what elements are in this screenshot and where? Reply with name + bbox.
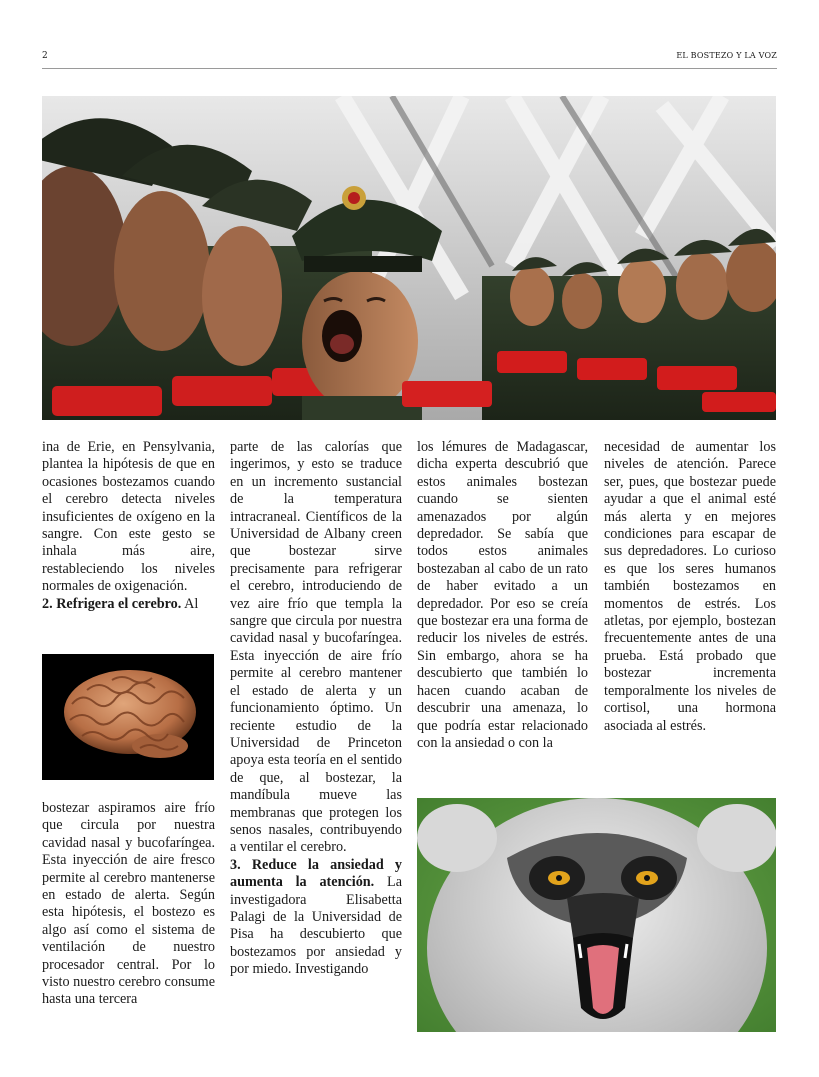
column-2-paragraph: parte de las calorías que ingerimos, y esto se traduce en un incremento sustancial de la temperatura intracraneal. Científicos de la Universidad de Albany creen que bostezar sirve precisamente para refrigerar el cerebro, introduciendo de vez aire frío que templa la sangre que circula por nuestra cavidad nasal y bucofaríngea. Esta inyección de aire frío permite al cerebro mantener el estado de alerta y un funcionamiento óptimo. Un reciente estudio de la Universidad de Princeton apoya esta teoría en el sentido de que, al bostezar, la mandíbula mueve las membranas que protegen los senos nasales, contribuyendo a ventilar el cerebro. [230, 439, 402, 856]
brain-photo [42, 654, 214, 780]
section-3-heading: 3. Reduce la ansiedad y aumenta la atención. [230, 856, 402, 891]
column-3 [417, 439, 588, 752]
section-3-text: La investigadora Elisabetta Palagi de la Universidad de Pisa ha descubierto que bostezamos por ansiedad y por miedo. Investigando [230, 874, 402, 978]
section-3-paragraph [230, 857, 402, 979]
section-2-paragraph [42, 596, 215, 613]
section-2-heading-tail: Al [181, 595, 199, 612]
column-4-paragraph: necesidad de aumentar los niveles de atención. Parece ser, pues, que bostezar puede ayudar a que el animal esté más alerta y en mejores condiciones para escapar de sus depredadores. Lo curioso es que los seres humanos también bostezamos en momentos de estrés. Los atletas, por ejemplo, bostezan frecuentemente antes de una prueba. Está probado que bostezar incrementa temporalmente los niveles de cortisol, una hormona asociada al estrés. [604, 439, 776, 734]
column-1-bottom-paragraph: bostezar aspiramos aire frío que circula por nuestra cavidad nasal y bucofaríngea. Esta inyección de aire fresco permite al cerebro mantenerse en estado de alerta. Según esta hipótesis, el bostezo es algo así como el sistema de ventilación de nuestro procesador central. Por lo visto nuestro cerebro consume hasta una tercera [42, 800, 215, 1008]
header-rule [42, 68, 777, 69]
page-number: 2 [42, 51, 48, 61]
soldiers-yawning-photo [42, 96, 776, 420]
column-3-paragraph: los lémures de Madagascar, dicha experta descubrió que estos animales bostezan cuando se sienten amenazados por algún depredador. Se sabía que todos estos animales bostezaban al cabo de un rato de haber evitado a un depredador. Por eso se creía que bostezar era una forma de reducir los niveles de estrés. Sin embargo, ahora se ha descubierto que también lo hacen cuando acaban de descubrir una amenaza, lo que podría estar relacionado con la ansiedad o con la [417, 439, 588, 751]
lemur-yawning-photo [417, 798, 776, 1032]
column-4 [604, 439, 776, 735]
column-1-paragraph: ina de Erie, en Pensylvania, plantea la hipótesis de que en ocasiones bostezamos cuando el cerebro detecta niveles insuficientes de oxígeno en la sangre. Con este gesto se inhala más aire, restableciendo los niveles normales de oxigenación. [42, 439, 215, 595]
running-title: EL BOSTEZO Y LA VOZ [676, 51, 777, 60]
column-1-bottom [42, 800, 215, 1009]
column-2 [230, 439, 402, 979]
section-2-heading: 2. Refrigera el cerebro. [42, 595, 182, 612]
column-1-top [42, 439, 215, 613]
